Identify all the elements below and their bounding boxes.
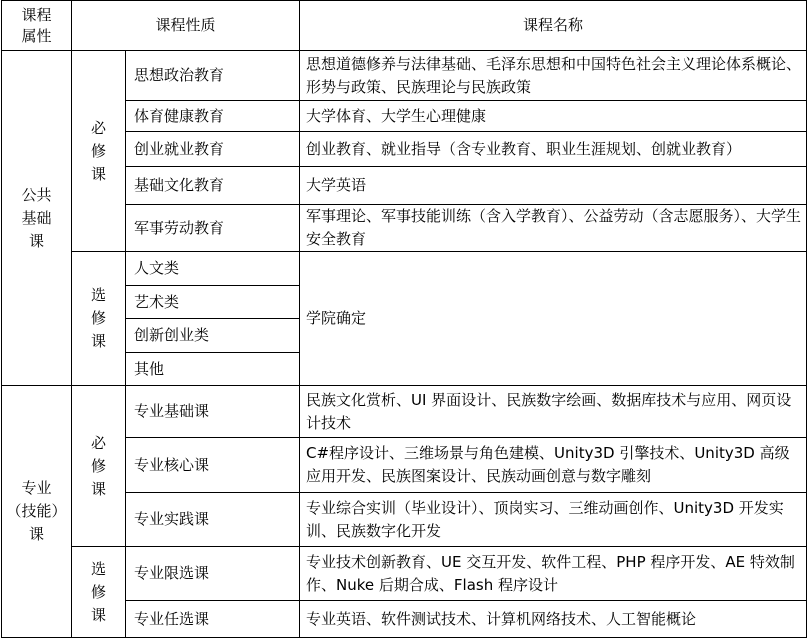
course-names: 专业技术创新教育、UE 交互开发、软件工程、PHP 程序开发、AE 特效制作、Nuke 后期合成、Flash 程序设计 [300,547,807,601]
course-type: 专业核心课 [126,438,300,493]
table-row [2,386,807,438]
header-course-name: 课程名称 [300,1,807,51]
course-names: 创业教育、就业指导（含专业教育、职业生涯规划、创就业教育） [300,132,807,167]
course-type: 体育健康教育 [126,101,300,132]
course-type: 专业任选课 [126,601,300,638]
curriculum-table [1,0,807,638]
course-names: 学院确定 [300,252,807,386]
course-names: 专业英语、软件测试技术、计算机网络技术、人工智能概论 [300,601,807,638]
nature-required-professional: 必 修 课 [72,386,126,547]
table-row [2,547,807,601]
course-type: 军事劳动教育 [126,205,300,252]
course-type: 思想政治教育 [126,51,300,101]
course-names: 军事理论、军事技能训练（含入学教育）、公益劳动（含志愿服务）、大学生安全教育 [300,205,807,252]
course-names: 大学体育、大学生心理健康 [300,101,807,132]
header-row [2,1,807,51]
nature-elective-professional: 选 修 课 [72,547,126,638]
nature-required-public: 必 修 课 [72,51,126,252]
header-course-attribute: 课程 属性 [2,1,72,51]
course-type: 专业限选课 [126,547,300,601]
header-course-nature: 课程性质 [72,1,300,51]
course-names: 大学英语 [300,167,807,205]
course-type: 创新创业类 [126,319,300,353]
nature-elective-public: 选 修 课 [72,252,126,386]
course-type: 其他 [126,353,300,386]
course-type: 基础文化教育 [126,167,300,205]
table-row [2,51,807,101]
table-row [2,252,807,286]
course-names: 民族文化赏析、UI 界面设计、民族数字绘画、数据库技术与应用、网页设计技术 [300,386,807,438]
attr-professional: 专业 （技能） 课 [2,386,72,638]
course-type: 专业基础课 [126,386,300,438]
course-type: 人文类 [126,252,300,286]
course-names: C#程序设计、三维场景与角色建模、Unity3D 引擎技术、Unity3D 高级应用开发、民族图案设计、民族动画创意与数字雕刻 [300,438,807,493]
course-names: 思想道德修养与法律基础、毛泽东思想和中国特色社会主义理论体系概论、形势与政策、民族理论与民族政策 [300,51,807,101]
attr-public-basic: 公共 基础 课 [2,51,72,386]
course-type: 艺术类 [126,286,300,319]
course-names: 专业综合实训（毕业设计）、顶岗实习、三维动画创作、Unity3D 开发实训、民族数字化开发 [300,493,807,547]
course-type: 创业就业教育 [126,132,300,167]
course-type: 专业实践课 [126,493,300,547]
